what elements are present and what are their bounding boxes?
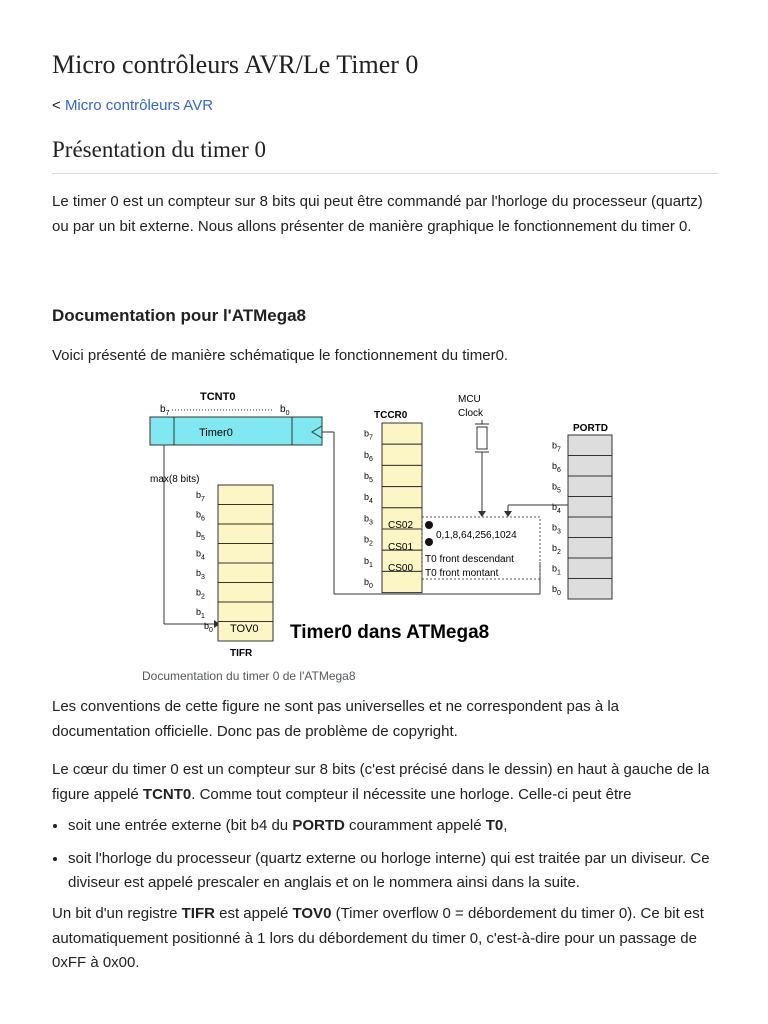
core-text-2: . Comme tout compteur il nécessite une horloge. Celle-ci peut être bbox=[191, 785, 632, 803]
crystal-icon bbox=[477, 427, 487, 449]
tifr-bit-label-b6: $b_6$ bbox=[196, 509, 205, 523]
cs01-label: CS01 bbox=[388, 542, 414, 553]
cs02-label: CS02 bbox=[388, 520, 414, 531]
tcnt0-b7-label: $b_7$ bbox=[160, 404, 170, 417]
tifr-cell-b2 bbox=[218, 583, 273, 603]
portd-bit-label-b0: $b_0$ bbox=[552, 583, 561, 597]
core-tcnt0: TCNT0 bbox=[142, 785, 192, 803]
prescaler-values: 0,1,8,64,256,1024 bbox=[436, 530, 517, 541]
portd-cell-b2 bbox=[568, 538, 612, 559]
tcnt0-label: TCNT0 bbox=[200, 391, 236, 403]
clock-source-list bbox=[52, 814, 734, 896]
portd-cell-b1 bbox=[568, 558, 612, 579]
schema-intro-paragraph: Voici présenté de manière schématique le fonctionnement du timer0. bbox=[52, 347, 509, 364]
portd-bit-label-b7: $b_7$ bbox=[552, 440, 561, 454]
intro-paragraph: Le timer 0 est un compteur sur 8 bits qui peut être commandé par l'horloge du processeur (quartz) ou par un bit externe. Nous allons présenter de manière graphique le fonctionnement du timer 0. bbox=[52, 193, 703, 235]
tccr0-cell-b6 bbox=[382, 444, 422, 465]
tccr0-bit-label-b2: $b_2$ bbox=[364, 534, 373, 548]
t0-rising-edge-label: T0 front montant bbox=[425, 568, 499, 579]
portd-bit-label-b5: $b_5$ bbox=[552, 481, 561, 495]
cs02-selector-dot-icon bbox=[425, 521, 433, 529]
list-item-processor-clock: • soit l'horloge du processeur (quartz externe ou horloge interne) qui est traitée par un diviseur. Ce diviseur est appelé prescaler en anglais et on le nommera ainsi dans la suite. bbox=[68, 847, 734, 896]
tov0-label: TOV0 bbox=[230, 623, 259, 635]
tccr0-bit-label-b7: $b_7$ bbox=[364, 428, 373, 442]
t0-input-arrow-icon bbox=[504, 511, 512, 517]
portd-bit-label-b3: $b_3$ bbox=[552, 522, 561, 536]
tccr0-bit-label-b6: $b_6$ bbox=[364, 449, 373, 463]
tifr-text-3: (Timer overflow 0 = débordement du timer 0). Ce bit est automatiquement positionné à 1 lors du débordement du timer 0, c'est-à-dire pour un passage de 0xFF à 0x00. bbox=[52, 905, 704, 971]
tifr-cell-b1 bbox=[218, 602, 273, 622]
portd-bit-label-b6: $b_6$ bbox=[552, 460, 561, 474]
tifr-paragraph bbox=[52, 902, 718, 976]
portd-bit-label-b4: $b_4$ bbox=[552, 501, 561, 515]
breadcrumb bbox=[52, 97, 213, 114]
tifr-register bbox=[196, 485, 273, 641]
tccr0-cell-b0 bbox=[382, 571, 422, 592]
portd-cell-b4 bbox=[568, 497, 612, 518]
core-paragraph bbox=[52, 758, 718, 807]
tifr-bit-label-b1: $b_1$ bbox=[196, 606, 205, 620]
tifr-cell-b7 bbox=[218, 485, 273, 505]
cs00-label: CS00 bbox=[388, 563, 414, 574]
max-8-bits-label: max(8 bits) bbox=[150, 474, 200, 485]
tifr-bit-label-b4: $b_4$ bbox=[196, 548, 205, 562]
section-title: Présentation du timer 0 bbox=[52, 137, 718, 174]
tccr0-cell-b7 bbox=[382, 423, 422, 444]
tccr0-label: TCCR0 bbox=[374, 410, 408, 421]
mcu-clock-label-line2: Clock bbox=[458, 408, 484, 419]
tccr0-bit-label-b4: $b_4$ bbox=[364, 492, 373, 506]
bullet1-text-c: , bbox=[503, 817, 508, 834]
tifr-cell-b3 bbox=[218, 563, 273, 583]
tifr-label: TIFR bbox=[230, 648, 253, 659]
tcnt0-register bbox=[150, 417, 322, 445]
tccr0-cell-b5 bbox=[382, 465, 422, 486]
tccr0-bit-label-b3: $b_3$ bbox=[364, 513, 373, 527]
cs01-selector-dot-icon bbox=[425, 538, 433, 546]
tifr-text-1: Un bit d'un registre bbox=[52, 905, 182, 922]
portd-cell-b5 bbox=[568, 476, 612, 497]
sub-heading-atmega8: Documentation pour l'ATMega8 bbox=[52, 306, 307, 325]
portd-bit-label-b1: $b_1$ bbox=[552, 563, 561, 577]
portd-cell-b6 bbox=[568, 456, 612, 477]
tifr-cell-b5 bbox=[218, 524, 273, 544]
tifr-bit-label-b5: $b_5$ bbox=[196, 528, 205, 542]
tifr-text-2: est appelé bbox=[214, 905, 293, 922]
breadcrumb-link-avr[interactable]: Micro contrôleurs AVR bbox=[64, 97, 214, 114]
tifr-bold: TIFR bbox=[181, 905, 215, 922]
portd-cell-b7 bbox=[568, 435, 612, 456]
portd-cell-b0 bbox=[568, 579, 612, 600]
figure-caption: Documentation du timer 0 de l'ATMega8 bbox=[142, 669, 356, 683]
bullet1-text-b: couramment appelé bbox=[344, 817, 486, 834]
bullet1-t0: T0 bbox=[485, 817, 504, 834]
tccr0-bit-label-b0: $b_0$ bbox=[364, 577, 373, 590]
t0-falling-edge-label: T0 front descendant bbox=[425, 554, 514, 565]
timer0-diagram[interactable] bbox=[142, 386, 622, 664]
mcu-clock-label-line1: MCU bbox=[458, 394, 481, 405]
figure-title: Timer0 dans ATMega8 bbox=[290, 622, 490, 643]
breadcrumb-prefix: < bbox=[52, 97, 65, 114]
bullet1-text-a: soit une entrée externe (bit b4 du bbox=[68, 817, 293, 834]
mcu-clock-arrow-icon bbox=[478, 511, 486, 517]
page-title: Micro contrôleurs AVR/Le Timer 0 bbox=[52, 50, 419, 79]
tifr-bit-label-b2: $b_2$ bbox=[196, 587, 205, 601]
tifr-cell-b6 bbox=[218, 505, 273, 525]
tcnt0-b0-label: $b_0$ bbox=[280, 404, 290, 417]
portd-bit-label-b2: $b_2$ bbox=[552, 542, 561, 556]
tccr0-bit-label-b5: $b_5$ bbox=[364, 471, 373, 484]
tifr-bit-label-b7: $b_7$ bbox=[196, 489, 205, 503]
portd-register bbox=[552, 435, 612, 599]
tifr-b0-label: $b_0$ bbox=[204, 621, 213, 634]
conventions-paragraph: Les conventions de cette figure ne sont pas universelles et ne correspondent pas à la documentation officielle. Donc pas de problème de copyright. bbox=[52, 698, 620, 740]
tccr0-bit-label-b1: $b_1$ bbox=[364, 555, 373, 569]
tccr0-cell-b4 bbox=[382, 487, 422, 508]
portd-cell-b3 bbox=[568, 517, 612, 538]
list-item-external-input bbox=[68, 814, 734, 839]
tov0-bold: TOV0 bbox=[292, 905, 332, 922]
tifr-cell-b4 bbox=[218, 544, 273, 564]
core-text-1: Le cœur du timer 0 est un compteur sur 8 bits (c'est précisé dans le dessin) en haut à gauche de la figure appelé bbox=[52, 761, 710, 803]
timer0-label: Timer0 bbox=[199, 427, 233, 439]
tifr-bit-label-b3: $b_3$ bbox=[196, 567, 205, 581]
portd-label: PORTD bbox=[573, 423, 608, 434]
bullet1-portd: PORTD bbox=[292, 817, 345, 834]
